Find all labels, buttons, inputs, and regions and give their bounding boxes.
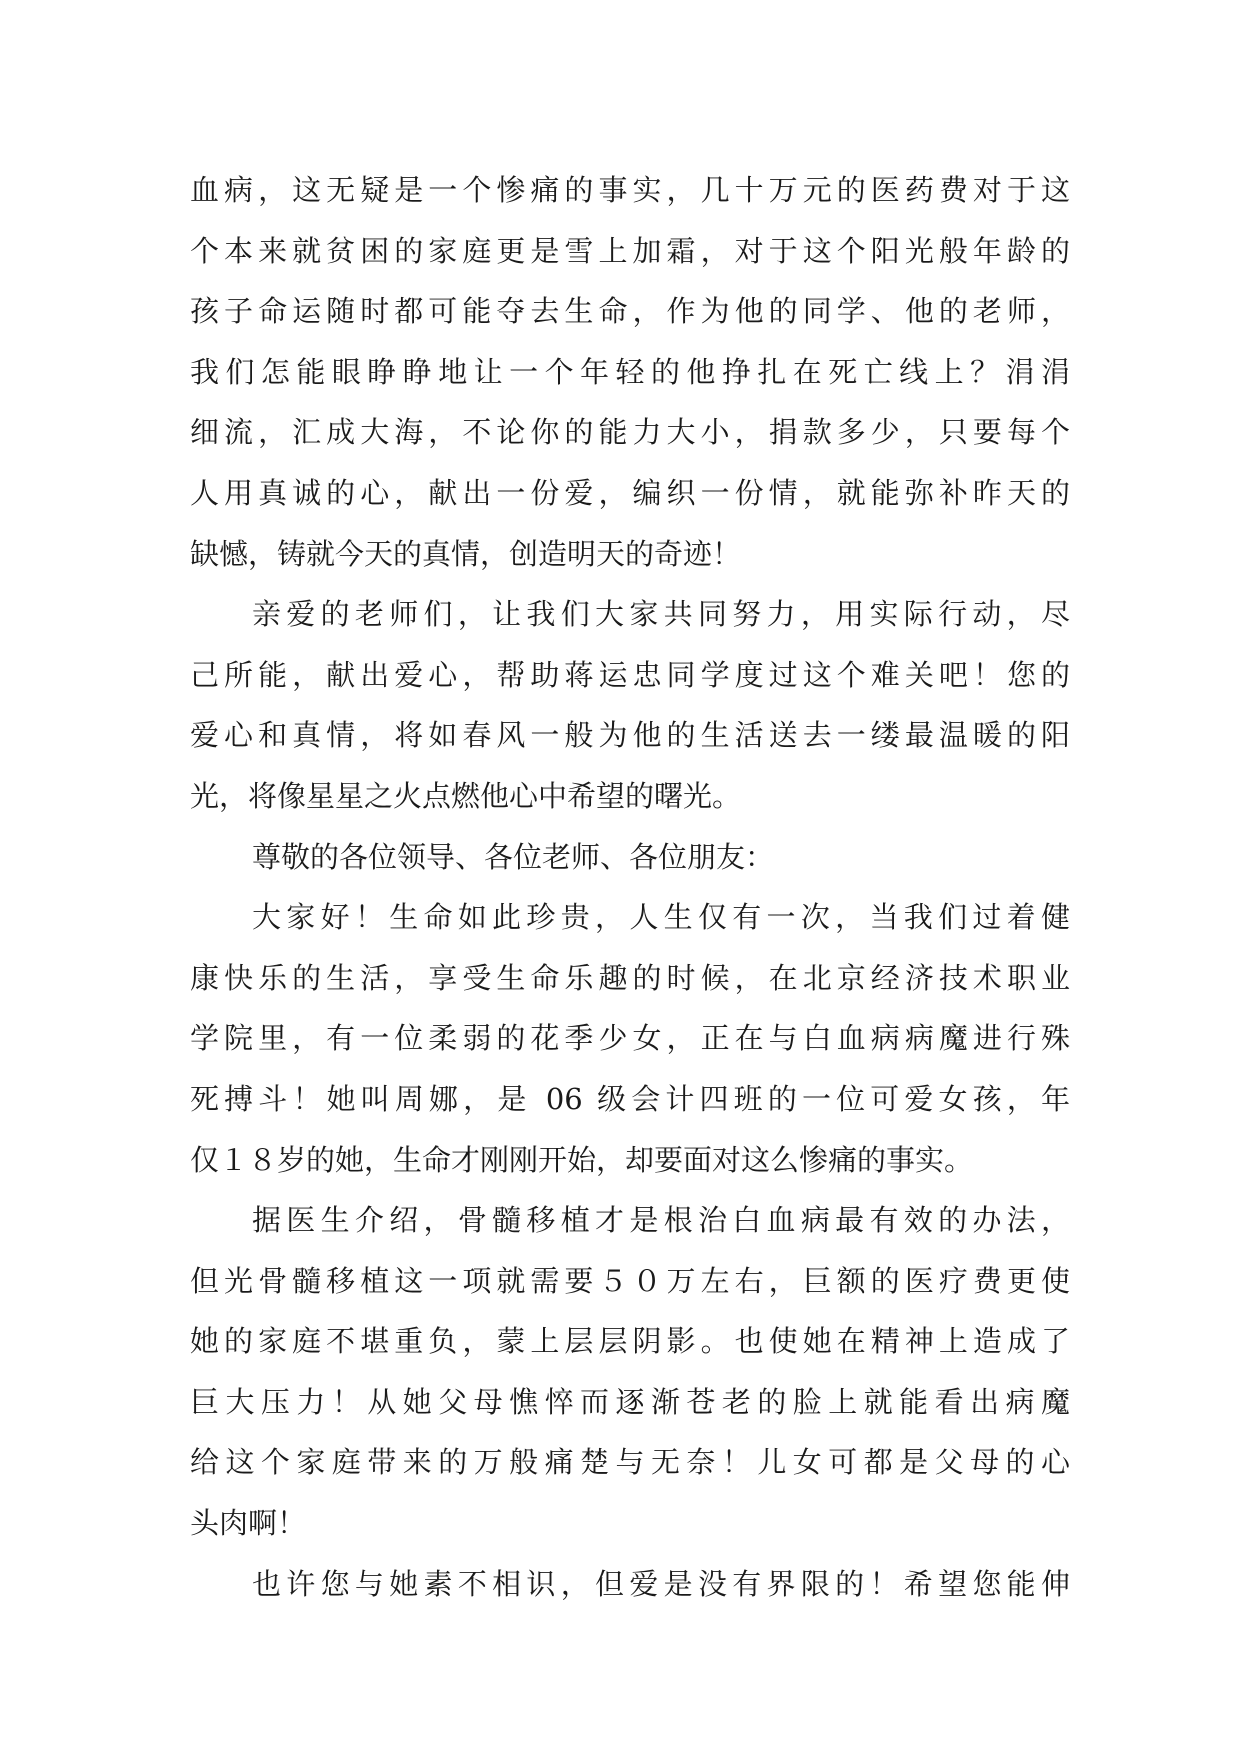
text-line: 但光骨髓移植这一项就需要５０万左右，巨额的医疗费更使 (190, 1263, 1070, 1298)
text-line: 巨大压力！从她父母憔悴而逐渐苍老的脸上就能看出病魔 (190, 1384, 1070, 1419)
text-line: 给这个家庭带来的万般痛楚与无奈！儿女可都是父母的心 (190, 1445, 1070, 1480)
text-line: 我们怎能眼睁睁地让一个年轻的他挣扎在死亡线上？涓涓 (190, 354, 1070, 389)
text-line: 血病，这无疑是一个惨痛的事实，几十万元的医药费对于这 (190, 173, 1070, 207)
text-line: 光，将像星星之火点燃他心中希望的曙光。 (190, 778, 742, 813)
paragraph-first-line: 亲爱的老师们，让我们大家共同努力，用实际行动，尽 (252, 597, 1070, 632)
text-line: 细流，汇成大海，不论你的能力大小，捐款多少，只要每个 (190, 415, 1070, 450)
salutation-line: 尊敬的各位领导、各位老师、各位朋友： (252, 839, 775, 874)
text-line: 死搏斗！她叫周娜，是 06 级会计四班的一位可爱女孩，年 (190, 1081, 1070, 1116)
text-line: 仅１８岁的她，生命才刚刚开始，却要面对这么惨痛的事实。 (190, 1142, 974, 1177)
text-line: 爱心和真情，将如春风一般为他的生活送去一缕最温暖的阳 (190, 718, 1070, 753)
text-line: 缺憾，铸就今天的真情，创造明天的奇迹！ (190, 536, 742, 571)
text-line: 头肉啊！ (190, 1506, 307, 1541)
text-line: 学院里，有一位柔弱的花季少女，正在与白血病病魔进行殊 (190, 1021, 1070, 1056)
paragraph-first-line: 据医生介绍，骨髓移植才是根治白血病最有效的办法， (252, 1203, 1070, 1238)
text-line: 人用真诚的心，献出一份爱，编织一份情，就能弥补昨天的 (190, 475, 1070, 510)
text-line: 她的家庭不堪重负，蒙上层层阴影。也使她在精神上造成了 (190, 1324, 1070, 1359)
paragraph-first-line: 也许您与她素不相识，但爱是没有界限的！希望您能伸 (252, 1566, 1070, 1601)
text-line: 康快乐的生活，享受生命乐趣的时候，在北京经济技术职业 (190, 960, 1070, 995)
text-line: 孩子命运随时都可能夺去生命，作为他的同学、他的老师， (190, 294, 1070, 329)
document-body (190, 160, 1070, 1614)
text-line: 己所能，献出爱心，帮助蒋运忠同学度过这个难关吧！您的 (190, 657, 1070, 692)
text-line: 个本来就贫困的家庭更是雪上加霜，对于这个阳光般年龄的 (190, 233, 1070, 268)
paragraph-first-line: 大家好！生命如此珍贵，人生仅有一次，当我们过着健 (252, 900, 1070, 935)
